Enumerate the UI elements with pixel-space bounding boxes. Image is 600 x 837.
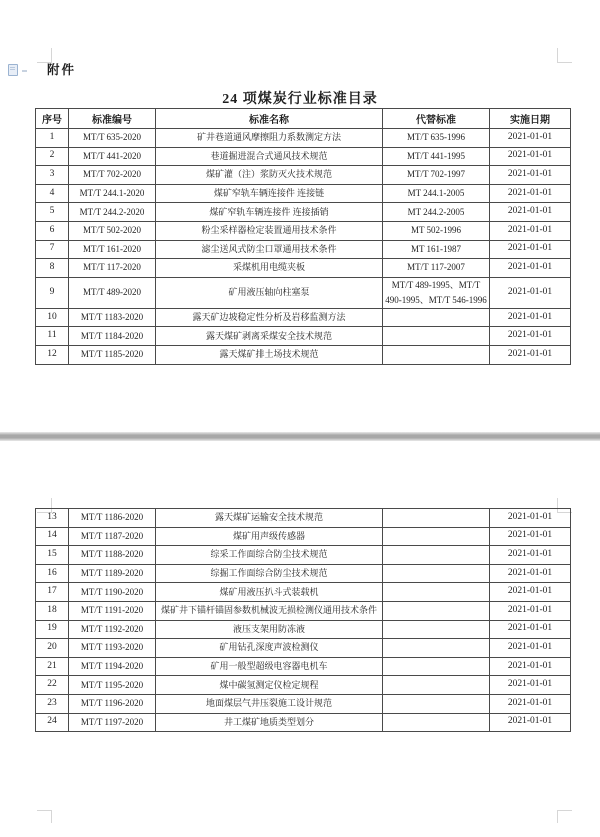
cell-serial-number: 10 <box>36 308 69 327</box>
cell-standard-code: MT/T 1186-2020 <box>69 509 156 528</box>
cell-implementation-date: 2021-01-01 <box>490 694 571 713</box>
table-row <box>36 639 571 658</box>
cell-standard-name: 矿井巷道通风摩擦阻力系数测定方法 <box>156 129 383 148</box>
table-row <box>36 509 571 528</box>
attachment-label: 附件 <box>47 63 77 77</box>
cell-standard-code: MT/T 1189-2020 <box>69 564 156 583</box>
column-header: 序号 <box>36 109 69 129</box>
cell-serial-number: 21 <box>36 657 69 676</box>
cell-standard-code: MT/T 1184-2020 <box>69 327 156 346</box>
table-row <box>36 184 571 203</box>
cell-standard-name: 矿用钻孔深度声波检测仪 <box>156 639 383 658</box>
cell-standard-name: 煤矿窄轨车辆连接件 连接插销 <box>156 203 383 222</box>
table-row <box>36 221 571 240</box>
cell-standard-code: MT/T 489-2020 <box>69 277 156 308</box>
column-header: 实施日期 <box>490 109 571 129</box>
cell-serial-number: 19 <box>36 620 69 639</box>
cell-implementation-date: 2021-01-01 <box>490 184 571 203</box>
cell-replaced-standard <box>383 345 490 364</box>
table-row <box>36 327 571 346</box>
cell-implementation-date: 2021-01-01 <box>490 259 571 278</box>
cell-serial-number: 9 <box>36 277 69 308</box>
column-header: 代替标准 <box>383 109 490 129</box>
table-row <box>36 676 571 695</box>
cell-replaced-standard: MT 244.2-2005 <box>383 203 490 222</box>
cell-serial-number: 1 <box>36 129 69 148</box>
cell-standard-name: 露天煤矿剥离采煤安全技术规范 <box>156 327 383 346</box>
crop-mark-page2-bottom-right <box>557 810 572 823</box>
cell-replaced-standard <box>383 509 490 528</box>
cell-replaced-standard: MT 244.1-2005 <box>383 184 490 203</box>
cell-implementation-date: 2021-01-01 <box>490 277 571 308</box>
cell-serial-number: 18 <box>36 601 69 620</box>
cell-standard-code: MT/T 1192-2020 <box>69 620 156 639</box>
cell-standard-name: 粉尘采样器检定装置通用技术条件 <box>156 221 383 240</box>
table-row <box>36 601 571 620</box>
standards-table-page2 <box>35 508 571 732</box>
cell-replaced-standard <box>383 694 490 713</box>
cell-serial-number: 8 <box>36 259 69 278</box>
cell-implementation-date: 2021-01-01 <box>490 657 571 676</box>
cell-serial-number: 13 <box>36 509 69 528</box>
cell-replaced-standard: MT/T 702-1997 <box>383 166 490 185</box>
cell-replaced-standard <box>383 546 490 565</box>
cell-implementation-date: 2021-01-01 <box>490 713 571 732</box>
crop-mark-page1-top-right <box>557 48 572 63</box>
cell-implementation-date: 2021-01-01 <box>490 240 571 259</box>
marker-dash-icon <box>22 70 27 72</box>
cell-standard-name: 矿用一般型超级电容器电机车 <box>156 657 383 676</box>
table-row <box>36 620 571 639</box>
table-row <box>36 694 571 713</box>
cell-replaced-standard: MT/T 635-1996 <box>383 129 490 148</box>
cell-replaced-standard <box>383 657 490 676</box>
cell-implementation-date: 2021-01-01 <box>490 345 571 364</box>
cell-replaced-standard <box>383 620 490 639</box>
cell-standard-name: 煤矿用液压扒斗式装载机 <box>156 583 383 602</box>
cell-standard-code: MT/T 441-2020 <box>69 147 156 166</box>
cell-standard-name: 露天煤矿运输安全技术规范 <box>156 509 383 528</box>
cell-serial-number: 23 <box>36 694 69 713</box>
cell-implementation-date: 2021-01-01 <box>490 676 571 695</box>
table-row <box>36 345 571 364</box>
table-row <box>36 129 571 148</box>
cell-standard-name: 巷道掘进混合式通风技术规范 <box>156 147 383 166</box>
cell-implementation-date: 2021-01-01 <box>490 620 571 639</box>
cell-standard-name: 煤矿用声级传感器 <box>156 527 383 546</box>
cell-replaced-standard <box>383 564 490 583</box>
cell-standard-code: MT/T 1194-2020 <box>69 657 156 676</box>
cell-serial-number: 6 <box>36 221 69 240</box>
cell-serial-number: 4 <box>36 184 69 203</box>
standards-table-page1 <box>35 108 571 365</box>
cell-replaced-standard: MT 502-1996 <box>383 221 490 240</box>
cell-implementation-date: 2021-01-01 <box>490 129 571 148</box>
table-row <box>36 308 571 327</box>
table-row <box>36 147 571 166</box>
cell-serial-number: 17 <box>36 583 69 602</box>
cell-standard-code: MT/T 1197-2020 <box>69 713 156 732</box>
cell-implementation-date: 2021-01-01 <box>490 601 571 620</box>
cell-serial-number: 5 <box>36 203 69 222</box>
cell-serial-number: 7 <box>36 240 69 259</box>
cell-standard-name: 矿用液压轴向柱塞泵 <box>156 277 383 308</box>
cell-replaced-standard: MT 161-1987 <box>383 240 490 259</box>
table-header-row <box>36 109 571 129</box>
crop-mark-page2-bottom-left <box>37 810 52 823</box>
cell-serial-number: 15 <box>36 546 69 565</box>
cell-serial-number: 14 <box>36 527 69 546</box>
page-title: 24 项煤炭行业标准目录 <box>222 92 378 107</box>
cell-standard-code: MT/T 1190-2020 <box>69 583 156 602</box>
cell-implementation-date: 2021-01-01 <box>490 546 571 565</box>
cell-standard-code: MT/T 1196-2020 <box>69 694 156 713</box>
cell-replaced-standard <box>383 601 490 620</box>
cell-serial-number: 22 <box>36 676 69 695</box>
document-icon[interactable] <box>8 64 18 76</box>
table-row <box>36 277 571 308</box>
cell-implementation-date: 2021-01-01 <box>490 327 571 346</box>
cell-implementation-date: 2021-01-01 <box>490 639 571 658</box>
cell-implementation-date: 2021-01-01 <box>490 147 571 166</box>
cell-standard-code: MT/T 702-2020 <box>69 166 156 185</box>
cell-standard-name: 露天煤矿排土场技术规范 <box>156 345 383 364</box>
cell-implementation-date: 2021-01-01 <box>490 509 571 528</box>
cell-standard-name: 滤尘送风式防尘口罩通用技术条件 <box>156 240 383 259</box>
cell-serial-number: 11 <box>36 327 69 346</box>
cell-replaced-standard: MT/T 117-2007 <box>383 259 490 278</box>
cell-standard-name: 液压支架用防冻液 <box>156 620 383 639</box>
cell-standard-name: 露天矿边坡稳定性分析及岩移监测方法 <box>156 308 383 327</box>
cell-standard-code: MT/T 244.2-2020 <box>69 203 156 222</box>
cell-standard-name: 煤矿井下锚杆锚固参数机械波无损检测仪通用技术条件 <box>156 601 383 620</box>
cell-standard-name: 综掘工作面综合防尘技术规范 <box>156 564 383 583</box>
cell-replaced-standard <box>383 639 490 658</box>
cell-standard-code: MT/T 1188-2020 <box>69 546 156 565</box>
table-row <box>36 259 571 278</box>
cell-replaced-standard <box>383 527 490 546</box>
table-row <box>36 657 571 676</box>
column-header: 标准编号 <box>69 109 156 129</box>
cell-implementation-date: 2021-01-01 <box>490 564 571 583</box>
cell-serial-number: 2 <box>36 147 69 166</box>
cell-standard-code: MT/T 1195-2020 <box>69 676 156 695</box>
table-row <box>36 240 571 259</box>
cell-standard-code: MT/T 1185-2020 <box>69 345 156 364</box>
cell-standard-name: 煤矿灌（注）浆防灭火技术规范 <box>156 166 383 185</box>
cell-implementation-date: 2021-01-01 <box>490 308 571 327</box>
cell-standard-code: MT/T 1191-2020 <box>69 601 156 620</box>
cell-serial-number: 12 <box>36 345 69 364</box>
cell-standard-code: MT/T 161-2020 <box>69 240 156 259</box>
cell-standard-name: 地面煤层气井压裂施工设计规范 <box>156 694 383 713</box>
cell-standard-code: MT/T 502-2020 <box>69 221 156 240</box>
cell-standard-code: MT/T 1193-2020 <box>69 639 156 658</box>
cell-replaced-standard: MT/T 489-1995、MT/T 490-1995、MT/T 546-1996 <box>383 277 490 308</box>
cell-replaced-standard <box>383 713 490 732</box>
cell-replaced-standard: MT/T 441-1995 <box>383 147 490 166</box>
cell-standard-code: MT/T 117-2020 <box>69 259 156 278</box>
cell-replaced-standard <box>383 327 490 346</box>
cell-implementation-date: 2021-01-01 <box>490 221 571 240</box>
cell-serial-number: 20 <box>36 639 69 658</box>
cell-standard-name: 煤中碳氢测定仪检定规程 <box>156 676 383 695</box>
cell-standard-name: 井工煤矿地质类型划分 <box>156 713 383 732</box>
cell-replaced-standard <box>383 583 490 602</box>
cell-serial-number: 24 <box>36 713 69 732</box>
page-separator <box>0 432 600 441</box>
cell-implementation-date: 2021-01-01 <box>490 203 571 222</box>
table-row <box>36 564 571 583</box>
table-row <box>36 713 571 732</box>
cell-standard-code: MT/T 635-2020 <box>69 129 156 148</box>
table-row <box>36 546 571 565</box>
cell-replaced-standard <box>383 308 490 327</box>
table-row <box>36 166 571 185</box>
cell-standard-name: 综采工作面综合防尘技术规范 <box>156 546 383 565</box>
cell-replaced-standard <box>383 676 490 695</box>
cell-implementation-date: 2021-01-01 <box>490 527 571 546</box>
column-header: 标准名称 <box>156 109 383 129</box>
cell-standard-code: MT/T 244.1-2020 <box>69 184 156 203</box>
cell-implementation-date: 2021-01-01 <box>490 166 571 185</box>
table-row <box>36 583 571 602</box>
cell-standard-code: MT/T 1183-2020 <box>69 308 156 327</box>
cell-standard-name: 采煤机用电缆夹板 <box>156 259 383 278</box>
cell-implementation-date: 2021-01-01 <box>490 583 571 602</box>
cell-standard-code: MT/T 1187-2020 <box>69 527 156 546</box>
table-row <box>36 527 571 546</box>
cell-serial-number: 3 <box>36 166 69 185</box>
cell-standard-name: 煤矿窄轨车辆连接件 连接链 <box>156 184 383 203</box>
cell-serial-number: 16 <box>36 564 69 583</box>
table-row <box>36 203 571 222</box>
